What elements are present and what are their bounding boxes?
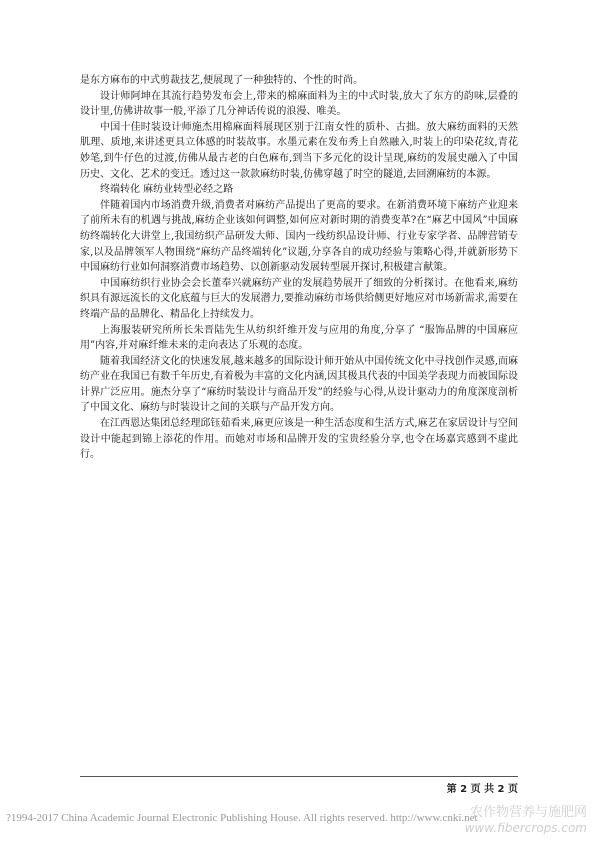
watermark	[465, 805, 587, 835]
paragraph: 在江西恩达集团总经理邱钰茹看来,麻更应该是一种生活态度和生活方式,麻艺在家居设计与空间设计中能起到锦上添花的作用。而她对市场和品牌开发的宝贵经验分享,也令在场嘉宾感到不虚此行。	[80, 418, 518, 461]
section-heading: 终端转化 麻纺业转型必经之路	[100, 184, 234, 196]
article-body	[80, 73, 518, 463]
copyright-notice: ?1994-2017 China Academic Journal Electronic Publishing House. All rights reserved. http://www.cnki.net	[6, 812, 478, 824]
paragraph: 中国麻纺织行业协会会长董奉兴就麻纺产业的发展趋势展开了细致的分析探讨。在他看来,麻纺织具有源远流长的文化底蕴与巨大的发展潜力,要推动麻纺市场供给侧更好地应对市场新需求,需要在终端产品的品牌化、精品化上持续发力。	[80, 277, 518, 320]
paragraph: 设计师阿坤在其流行趋势发布会上,带来的棉麻面料为主的中式时装,放大了东方的韵味,层叠的设计里,仿佛讲故事一般,平添了几分神话传说的浪漫、唯美。	[80, 90, 518, 118]
paragraph: 上海服装研究所所长朱晋陆先生从纺织纤维开发与应用的角度,分享了 “服饰品牌的中国麻应用”内容,并对麻纤维未来的走向表达了乐观的态度。	[80, 324, 518, 352]
footer-divider	[80, 776, 518, 777]
paragraph: 中国十佳时装设计师施杰用棉麻面料展现区别于江南女性的质朴、古拙。放大麻纺面料的天然肌理、质地,来讲述更具立体感的时装故事。水墨元素在发布秀上自然融入,时装上的印染花纹,青花妙笔,到牛仔色的过渡,仿佛从最古老的白色麻布,到当下多元化的设计呈现,麻纺的发展史融入了中国历史、文化、艺术的变迁。透过这一款款麻纺时装,仿佛穿越了时空的隧道,去回溯麻纺的本源。	[80, 121, 518, 180]
paragraph: 随着我国经济文化的快速发展,越来越多的国际设计师开始从中国传统文化中寻找创作灵感,而麻纺产业在我国已有数千年历史,有着极为丰富的文化内涵,因其极具代表的中国美学表现力而被国际设计界广泛应用。施杰分享了“麻纺时装设计与商品开发”的经验与心得,从设计驱动力的角度深度剖析了中国文化、麻纺与时装设计之间的关联与产品开发方向。	[80, 355, 518, 414]
watermark-text: 农作物营养与施肥网	[469, 805, 587, 820]
watermark-url: www.fibercrops.com	[464, 821, 587, 835]
page-number: 第 2 页 共 2 页	[446, 784, 518, 795]
paragraph: 伴随着国内市场消费升级,消费者对麻纺产品提出了更高的要求。在新消费环境下麻纺产业迎来了前所未有的机遇与挑战,麻纺企业该如何调整,如何应对新时期的消费变革?在“麻艺中国风”中国麻纺终端转化大讲堂上,我国纺织产品研发大师、国内一线纺织品设计师、行业专家学者、品牌营销专家,以及品牌领军人物围绕“麻纺产品终端转化”议题,分享各自的成功经验与策略心得,并就新形势下中国麻纺行业如何洞察消费市场趋势、以创新驱动发展转型展开探讨,积极建言献策。	[80, 199, 518, 274]
paragraph: 是东方麻布的中式剪裁技艺,便展现了一种独特的、个性的时尚。	[80, 75, 364, 86]
